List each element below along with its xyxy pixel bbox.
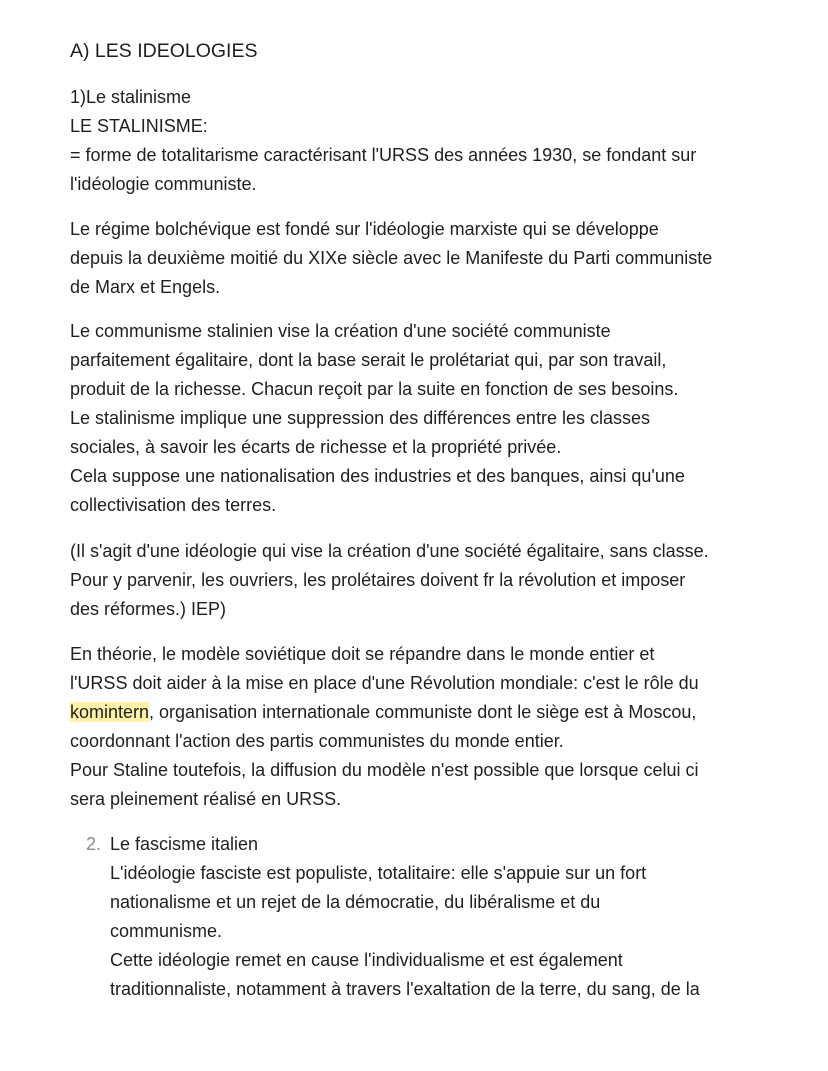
subsection-title-stalinisme: 1)Le stalinisme — [70, 87, 192, 107]
paragraph-line: des réformes.) IEP) — [70, 599, 227, 619]
paragraph-line: depuis la deuxième moitié du XIXe siècle avec le Manifeste du Parti communiste — [70, 248, 713, 268]
section-title: A) LES IDEOLOGIES — [70, 40, 258, 62]
paragraph-line: sociales, à savoir les écarts de richesse et la propriété privée. — [70, 437, 562, 457]
list-item-line: Cette idéologie remet en cause l'individualisme et est également — [110, 950, 623, 970]
list-item-line: L'idéologie fasciste est populiste, totalitaire: elle s'appuie sur un fort — [110, 863, 647, 883]
list-item-line: nationalisme et un rejet de la démocratie, du libéralisme et du — [110, 892, 601, 912]
paragraph-line — [70, 701, 696, 723]
paragraph-line: Le stalinisme implique une suppression des différences entre les classes — [70, 408, 650, 428]
subsection-title-fascisme: Le fascisme italien — [110, 834, 259, 854]
paragraph-line: Le régime bolchévique est fondé sur l'idéologie marxiste qui se développe — [70, 219, 659, 239]
definition-line: = forme de totalitarisme caractérisant l'URSS des années 1930, se fondant sur — [70, 145, 697, 165]
definition-line: l'idéologie communiste. — [70, 174, 257, 194]
paragraph-line: Cela suppose une nationalisation des industries et des banques, ainsi qu'une — [70, 466, 685, 486]
paragraph-line: Pour y parvenir, les ouvriers, les prolétaires doivent fr la révolution et imposer — [70, 570, 686, 590]
paragraph-line: produit de la richesse. Chacun reçoit par la suite en fonction de ses besoins. — [70, 379, 679, 399]
paragraph-line: parfaitement égalitaire, dont la base serait le prolétariat qui, par son travail, — [70, 350, 667, 370]
paragraph-line: Pour Staline toutefois, la diffusion du modèle n'est possible que lorsque celui ci — [70, 760, 699, 780]
paragraph-line: Le communisme stalinien vise la création d'une société communiste — [70, 321, 611, 341]
list-item-line: traditionnaliste, notamment à travers l'exaltation de la terre, du sang, de la — [110, 979, 700, 999]
paragraph-line: (Il s'agit d'une idéologie qui vise la création d'une société égalitaire, sans classe. — [70, 541, 709, 561]
komintern-highlight: komintern — [70, 702, 150, 722]
stalinisme-label: LE STALINISME: — [70, 116, 208, 136]
paragraph-line: coordonnant l'action des partis communistes du monde entier. — [70, 731, 564, 751]
list-item-line: communisme. — [110, 921, 223, 941]
paragraph-line: de Marx et Engels. — [70, 277, 221, 297]
paragraph-line-rest: , organisation internationale communiste dont le siège est à Moscou, — [149, 702, 697, 722]
paragraph-line: collectivisation des terres. — [70, 495, 277, 515]
list-number: 2. — [86, 834, 102, 854]
paragraph-line: En théorie, le modèle soviétique doit se répandre dans le monde entier et — [70, 644, 655, 664]
paragraph-line: sera pleinement réalisé en URSS. — [70, 789, 342, 809]
paragraph-line: l'URSS doit aider à la mise en place d'une Révolution mondiale: c'est le rôle du — [70, 673, 699, 693]
